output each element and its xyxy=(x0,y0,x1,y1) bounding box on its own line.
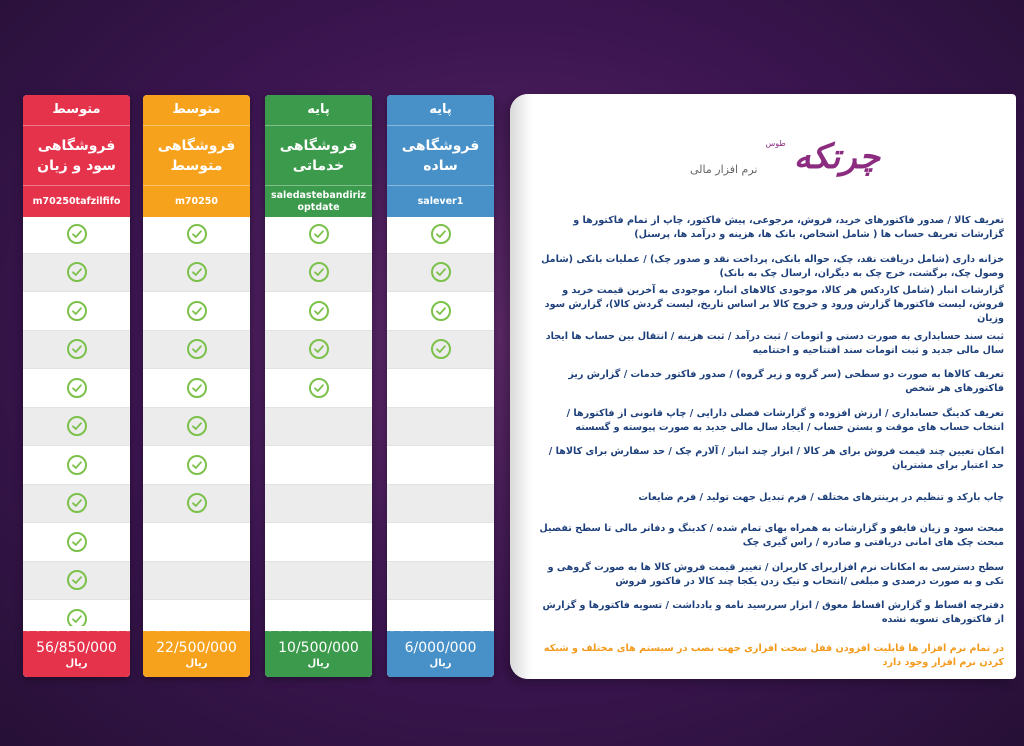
logo-subtitle: نرم افزار مالی xyxy=(690,162,758,176)
feature-cell xyxy=(23,485,130,524)
feature-cell xyxy=(143,485,250,524)
feature-cell xyxy=(387,331,494,370)
logo-brand: چرتکه xyxy=(793,137,880,177)
plan-level: متوسط xyxy=(143,95,250,125)
plan-price-unit: ریال xyxy=(65,658,88,669)
plan-checks xyxy=(143,215,250,677)
feature-cell xyxy=(23,331,130,370)
feature-cell xyxy=(23,446,130,485)
check-icon xyxy=(309,339,329,359)
feature-cell xyxy=(143,562,250,601)
feature-item: سطح دسترسی به امکانات نرم افزاربرای کاربران / تغییر قیمت فروش کالا ها به صورت گروهی و تکی و به صورت درصدی و مبلغی /انتخاب و تیک زدن یکجا چند کالا در فاکتور فروش xyxy=(547,561,1004,587)
feature-item: امکان تعیین چند قیمت فروش برای هر کالا / ابزار چند انبار / آلارم چک / حد سفارش برای کالاها / حد اعتبار برای مشتریان xyxy=(548,446,1004,472)
plan-name: فروشگاهی خدماتی xyxy=(265,125,372,185)
check-icon xyxy=(67,532,87,552)
check-icon xyxy=(187,301,207,321)
check-icon xyxy=(67,570,87,590)
feature-cell xyxy=(143,369,250,408)
check-icon xyxy=(431,262,451,282)
feature-item: تعریف کالا / صدور فاکتورهای خرید، فروش، مرجوعی، پیش فاکتور، چاپ از تمام فاکتورها و گزارشات تعریف حساب ها ( شامل اشخاص، بانک ها، هزینه و درآمد ها، پرسنل) xyxy=(573,215,1004,241)
feature-item: ثبت سند حسابداری به صورت دستی و اتومات / ثبت درآمد / ثبت هزینه / انتقال بین حساب ها ایجاد سال مالی جدید و ثبت اتومات سند افتتاحیه و اختتامیه xyxy=(545,330,1004,356)
logo xyxy=(680,122,890,192)
plan-level: پایه xyxy=(265,95,372,125)
check-icon xyxy=(187,339,207,359)
feature-cell xyxy=(387,485,494,524)
feature-cell xyxy=(143,292,250,331)
plan-code: m70250 xyxy=(143,185,250,217)
check-icon xyxy=(187,493,207,513)
check-icon xyxy=(309,378,329,398)
feature-note: در تمام نرم افزار ها قابلیت افزودن قفل سخت افزاری جهت نصب در سیستم های مختلف و شبکه کردن نرم افزار وجود دارد xyxy=(543,642,1004,668)
plan-price: 6/000/000 xyxy=(404,640,477,656)
check-icon xyxy=(431,224,451,244)
check-icon xyxy=(67,301,87,321)
feature-cell xyxy=(265,369,372,408)
feature-cell xyxy=(23,523,130,562)
plan-code: salever1 xyxy=(387,185,494,217)
check-icon xyxy=(309,301,329,321)
torn-edge xyxy=(23,626,130,636)
feature-cell xyxy=(387,408,494,447)
torn-edge xyxy=(143,626,250,636)
feature-cell xyxy=(387,446,494,485)
check-icon xyxy=(67,224,87,244)
feature-cell xyxy=(23,562,130,601)
feature-cell xyxy=(265,446,372,485)
feature-cell xyxy=(387,215,494,254)
feature-cell xyxy=(143,523,250,562)
torn-edge xyxy=(387,626,494,636)
feature-item: تعریف کالاها به صورت دو سطحی (سر گروه و زیر گروه) / صدور فاکتور خدمات / گزارش ریز فاکتورهای هر شخص xyxy=(568,369,1004,395)
feature-cell xyxy=(387,292,494,331)
plan-price-box xyxy=(265,631,372,677)
plan-code: saledastebandirizoptdate xyxy=(265,185,372,217)
check-icon xyxy=(187,262,207,282)
feature-cell xyxy=(23,254,130,293)
feature-cell xyxy=(265,523,372,562)
check-icon xyxy=(187,224,207,244)
check-icon xyxy=(67,339,87,359)
feature-item: خزانه داری (شامل دریافت نقد، چک، حواله بانکی، پرداخت نقد و صدور چک) / عملیات بانکی (شامل وصول چک، برگشت، خرج چک به دیگران، ارسال چک به بانک) xyxy=(541,253,1004,279)
plan-price-box xyxy=(23,631,130,677)
feature-item: گزارشات انبار (شامل کاردکس هر کالا، موجودی کالاهای انبار، موجودی به آخرین قیمت خرید و فروش، لیست فاکتورها گزارش ورود و خروج کالا بر اساس تاریخ، لیست گردش کالا)، گزارش سود وزیان xyxy=(544,285,1004,325)
check-icon xyxy=(309,224,329,244)
feature-cell xyxy=(265,408,372,447)
feature-cell xyxy=(23,215,130,254)
plan-name: فروشگاهی ساده xyxy=(387,125,494,185)
feature-cell xyxy=(265,215,372,254)
check-icon xyxy=(187,378,207,398)
features-panel xyxy=(510,94,1016,679)
feature-cell xyxy=(265,485,372,524)
check-icon xyxy=(309,262,329,282)
feature-item: تعریف کدینگ حسابداری / ارزش افزوده و گزارشات فصلی دارایی / چاپ قانونی از فاکتورها /انتخاب حساب های موقت و بستن حساب / ایجاد سال مالی جدید به صورت پیوسته و گسسته xyxy=(566,407,1004,433)
plan-price-unit: ریال xyxy=(307,658,330,669)
feature-cell xyxy=(265,292,372,331)
feature-cell xyxy=(143,446,250,485)
plan-price: 22/500/000 xyxy=(156,640,237,656)
feature-cell xyxy=(143,254,250,293)
plan-level: پایه xyxy=(387,95,494,125)
check-icon xyxy=(431,301,451,321)
feature-cell xyxy=(387,523,494,562)
feature-cell xyxy=(265,254,372,293)
plan-column-medium xyxy=(143,95,250,677)
feature-cell xyxy=(265,562,372,601)
check-icon xyxy=(67,493,87,513)
logo-tos: طوس xyxy=(765,138,786,148)
feature-cell xyxy=(265,331,372,370)
plan-price-unit: ریال xyxy=(185,658,208,669)
check-icon xyxy=(187,455,207,475)
plan-name: فروشگاهی سود و زیان xyxy=(23,125,130,185)
plan-column-profit-loss xyxy=(23,95,130,677)
plan-name: فروشگاهی متوسط xyxy=(143,125,250,185)
plan-column-simple xyxy=(387,95,494,677)
check-icon xyxy=(67,378,87,398)
plan-code: m70250tafzilfifo xyxy=(23,185,130,217)
plan-column-services xyxy=(265,95,372,677)
plan-price-box xyxy=(143,631,250,677)
feature-cell xyxy=(143,408,250,447)
check-icon xyxy=(67,455,87,475)
check-icon xyxy=(187,416,207,436)
feature-cell xyxy=(387,254,494,293)
plan-price-unit: ریال xyxy=(429,658,452,669)
check-icon xyxy=(431,339,451,359)
features-list xyxy=(510,209,1016,679)
feature-cell xyxy=(387,562,494,601)
feature-item: دفترچه اقساط و گزارش اقساط معوق / ابزار سررسید نامه و یادداشت / تسویه فاکتورها و گزارش از فاکتورهای تسویه نشده xyxy=(542,600,1004,626)
feature-cell xyxy=(387,369,494,408)
feature-item: مبحث سود و زیان فایفو و گزارشات به همراه بهای تمام شده / کدینگ و دفاتر مالی تا سطح تفصیل مبحث چک های امانی دریافتی و صادره / راس گیری چک xyxy=(539,523,1004,549)
plan-checks xyxy=(265,215,372,677)
feature-item: چاپ بارکد و تنظیم در پرینترهای مختلف / فرم تبدیل جهت تولید / فرم ضایعات xyxy=(638,491,1004,503)
plan-price-box xyxy=(387,631,494,677)
feature-cell xyxy=(143,215,250,254)
check-icon xyxy=(67,416,87,436)
feature-cell xyxy=(23,408,130,447)
feature-cell xyxy=(23,292,130,331)
feature-cell xyxy=(23,369,130,408)
plan-checks xyxy=(387,215,494,677)
plan-level: متوسط xyxy=(23,95,130,125)
feature-cell xyxy=(143,331,250,370)
plan-checks xyxy=(23,215,130,677)
torn-edge xyxy=(265,626,372,636)
plan-price: 10/500/000 xyxy=(278,640,359,656)
plan-price: 56/850/000 xyxy=(36,640,117,656)
check-icon xyxy=(67,262,87,282)
